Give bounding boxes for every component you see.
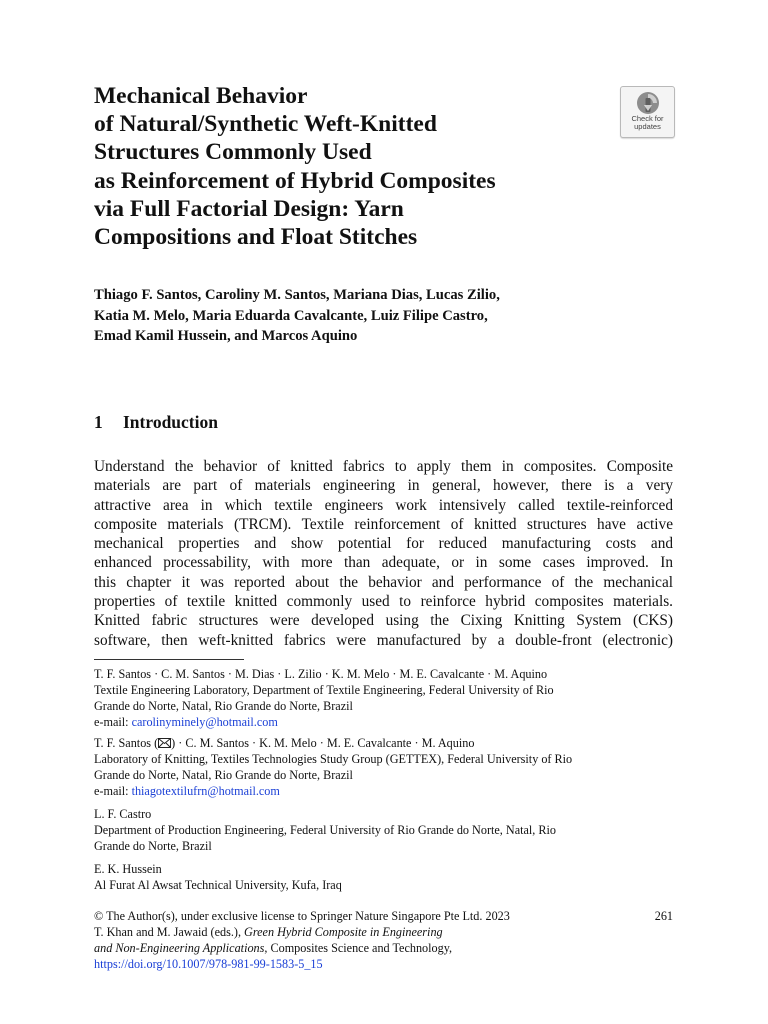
body-line: properties of textile knitted commonly used to reinforce hybrid composites materials. [94,593,673,611]
body-line: software, then weft-knitted fabrics were manufactured by a double-front (electronic) [94,631,673,649]
citation-footer [94,908,673,972]
paper-title [94,82,594,251]
title-line: Structures Commonly Used [94,139,372,166]
body-line: Understand the behavior of knitted fabrics to apply them in composites. Composite [94,458,673,475]
body-line: mechanical properties and show potential for reduced manufacturing costs and [94,535,673,553]
check-for-updates-badge[interactable] [620,86,675,138]
affiliation-line: Grande do Norte, Brazil [94,839,212,853]
envelope-icon [158,738,171,748]
affiliation-block [94,861,684,893]
body-line: Knitted fabric structures were developed using the Cixing Knitting System (CKS) [94,612,673,630]
body-line: this chapter it was reported about the behavior and performance of the mechanical [94,573,673,591]
title-line: as Reinforcement of Hybrid Composites [94,167,496,194]
affiliation-block [94,666,684,730]
affiliation-line: Textile Engineering Laboratory, Department of Textile Engineering, Federal University of Rio [94,683,554,697]
email-prefix: e-mail: [94,784,132,798]
affiliation-line: Al Furat Al Awsat Technical University, Kufa, Iraq [94,878,342,892]
author-list [94,285,684,347]
body-line: materials are part of materials engineering in general, however, there is a very [94,477,673,495]
body-paragraph [94,457,673,650]
author-line: Emad Kamil Hussein, and Marcos Aquino [94,328,358,344]
title-line: of Natural/Synthetic Weft-Knitted [94,111,437,138]
affiliation-names: L. F. Castro [94,807,152,821]
body-line: attractive area in which textile engineers work intensively called textile-reinforced [94,496,673,514]
badge-label-1: Check for [631,114,664,123]
body-line: enhanced processability, with more than adequate, or in some cases improved. In [94,554,673,572]
affiliation-line: Laboratory of Knitting, Textiles Technologies Study Group (GETTEX), Federal University of Rio [94,752,573,766]
affiliation-line: Grande do Norte, Natal, Rio Grande do Norte, Brazil [94,699,353,713]
copyright-line: © The Author(s), under exclusive license to Springer Nature Singapore Pte Ltd. 2023 [94,909,510,923]
email-link[interactable]: carolinyminely@hotmail.com [131,715,278,729]
editors: T. Khan and M. Jawaid (eds.), [94,925,245,939]
affiliation-line: Department of Production Engineering, Federal University of Rio Grande do Norte, Natal, Rio [94,823,556,837]
title-line: via Full Factorial Design: Yarn [94,195,404,222]
citation-line [94,940,673,956]
title-line: Mechanical Behavior [94,83,308,109]
affiliation-block [94,806,684,854]
names-prefix: T. F. Santos ( [94,736,159,750]
page-number: 261 [654,909,673,923]
author-line: Thiago F. Santos, Caroliny M. Santos, Mariana Dias, Lucas Zilio, [94,287,500,303]
book-title: and Non-Engineering Applications [94,941,265,955]
affiliation-names [94,735,684,751]
series-name: , Composites Science and Technology, [264,941,453,955]
author-line: Katia M. Melo, Maria Eduarda Cavalcante, Luiz Filipe Castro, [94,307,488,324]
names-suffix: ) · C. M. Santos · K. M. Melo · M. E. Cavalcante · M. Aquino [171,736,475,750]
citation-line [94,924,673,940]
affiliation-line: Grande do Norte, Natal, Rio Grande do Norte, Brazil [94,768,353,782]
affiliation-names: E. K. Hussein [94,862,162,876]
affiliation-block [94,735,684,799]
affiliation-email-line [94,783,684,799]
section-heading [94,411,218,433]
title-line: Compositions and Float Stitches [94,224,418,251]
body-line: composite materials (TRCM). Textile reinforcement of knitted structures have active [94,515,673,533]
email-link[interactable]: thiagotextilufrn@hotmail.com [131,784,280,798]
affiliation-names: T. F. Santos · C. M. Santos · M. Dias · L. Zilio · K. M. Melo · M. E. Cavalcante · M. Aquino [94,667,548,681]
section-title: Introduction [123,412,218,432]
footnote-divider [94,659,244,660]
email-prefix: e-mail: [94,715,132,729]
section-number: 1 [94,412,103,432]
badge-label-2: updates [634,122,661,131]
book-title: Green Hybrid Composite in Engineering [244,925,443,939]
check-for-updates-icon [635,91,661,115]
doi-link[interactable]: https://doi.org/10.1007/978-981-99-1583-5_15 [94,957,323,971]
affiliation-email-line [94,714,684,730]
